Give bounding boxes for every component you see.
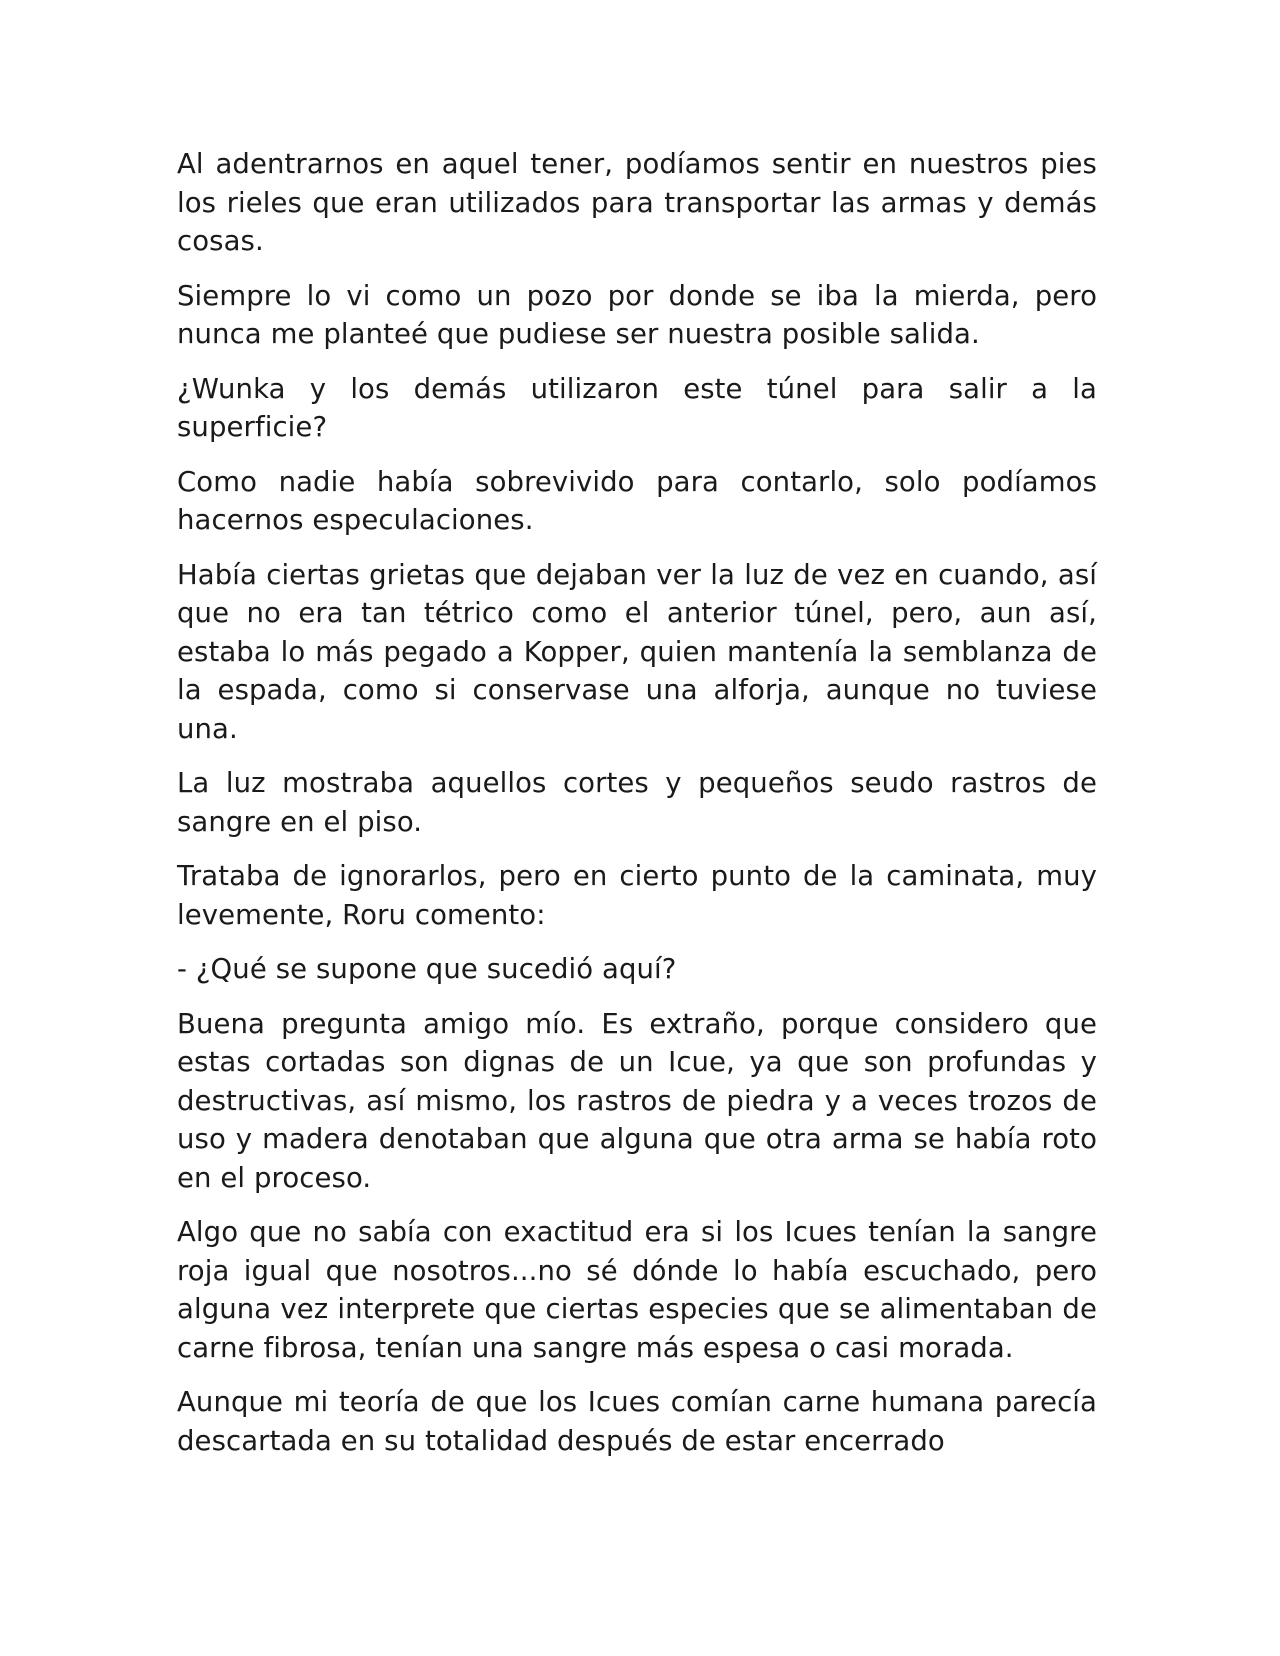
paragraph: La luz mostraba aquellos cortes y pequeños seudo rastros de sangre en el piso. bbox=[177, 767, 1097, 838]
paragraph: Siempre lo vi como un pozo por donde se iba la mierda, pero nunca me planteé que pudiese ser nuestra posible salida. bbox=[177, 279, 1097, 350]
dialogue-line: - ¿Qué se supone que sucedió aquí? bbox=[177, 953, 677, 985]
paragraph: Al adentrarnos en aquel tener, podíamos sentir en nuestros pies los rieles que eran utilizados para transportar las armas y demás cosas. bbox=[177, 148, 1097, 257]
paragraph: Trataba de ignorarlos, pero en cierto punto de la caminata, muy levemente, Roru comento: bbox=[177, 860, 1097, 931]
document-body bbox=[177, 145, 1097, 1476]
paragraph: Había ciertas grietas que dejaban ver la luz de vez en cuando, así que no era tan tétrico como el anterior túnel, pero, aun así, estaba lo más pegado a Kopper, quien mantenía la semblanza de la espada, como si conservase una alforja, aunque no tuviese una. bbox=[177, 558, 1097, 745]
paragraph: Como nadie había sobrevivido para contarlo, solo podíamos hacernos especulaciones. bbox=[177, 465, 1097, 536]
paragraph: ¿Wunka y los demás utilizaron este túnel para salir a la superficie? bbox=[177, 372, 1097, 443]
paragraph: Algo que no sabía con exactitud era si los Icues tenían la sangre roja igual que nosotros...no sé dónde lo había escuchado, pero alguna vez interprete que ciertas especies que se alimentaban de carne fibrosa, tenían una sangre más espesa o casi morada. bbox=[177, 1216, 1097, 1364]
paragraph: Buena pregunta amigo mío. Es extraño, porque considero que estas cortadas son dignas de un Icue, ya que son profundas y destructivas, así mismo, los rastros de piedra y a veces trozos de uso y madera denotaban que alguna que otra arma se había roto en el proceso. bbox=[177, 1007, 1097, 1194]
paragraph: Aunque mi teoría de que los Icues comían carne humana parecía descartada en su totalidad después de estar encerrado bbox=[177, 1386, 1097, 1457]
